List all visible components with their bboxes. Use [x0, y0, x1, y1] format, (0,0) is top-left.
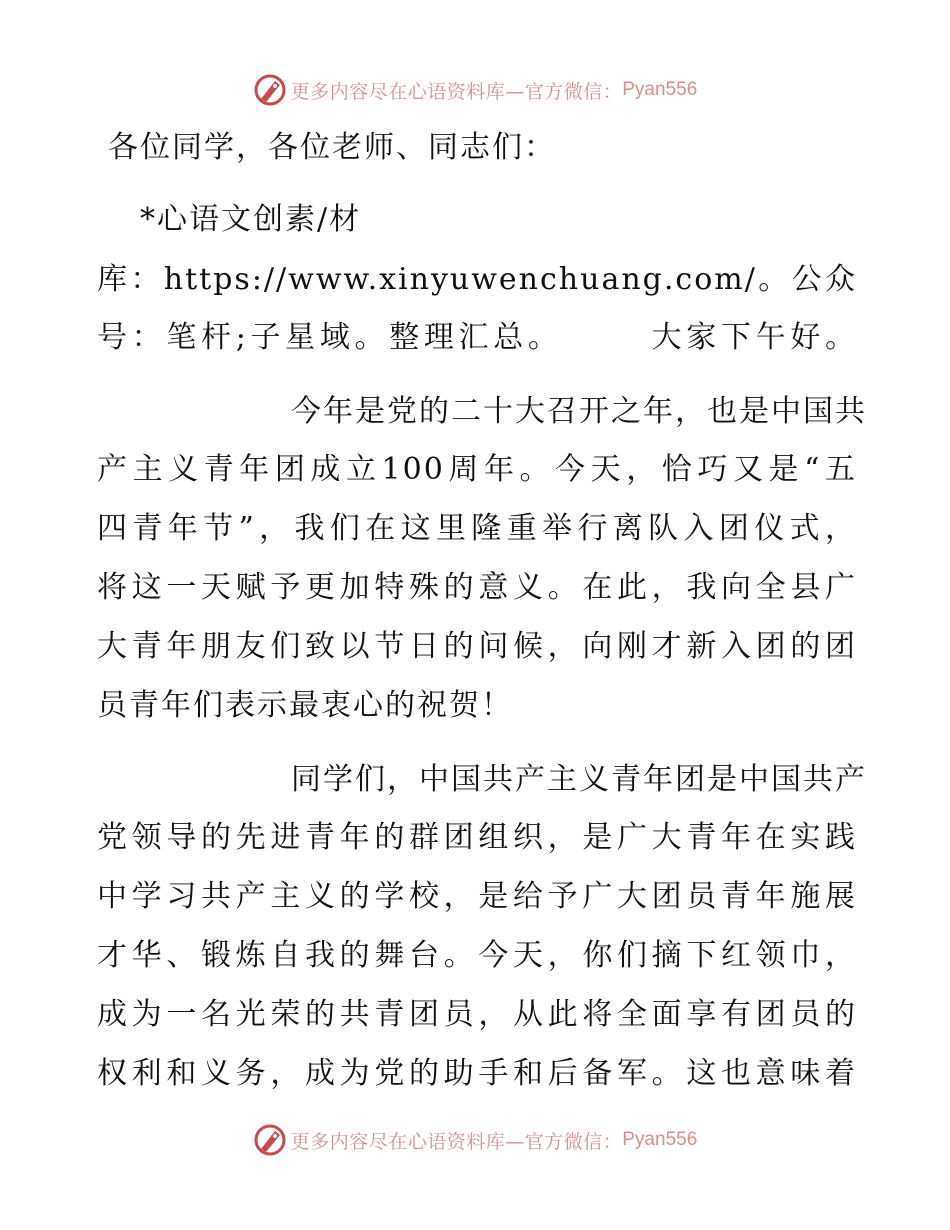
- footer-watermark: [0, 1120, 950, 1160]
- header-watermark: [0, 70, 950, 110]
- doc-line-9: 员青年们表示最衷心的祝贺！: [97, 688, 513, 723]
- salutation: 各位同学，各位老师、同志们：: [108, 130, 556, 165]
- doc-line-8: 大青年朋友们致以节日的问候，向刚才新入团的团: [97, 629, 857, 664]
- doc-line-14: 成为一名光荣的共青团员，从此将全面享有团员的: [97, 997, 857, 1032]
- watermark-text: 更多内容尽在心语资料库—官方微信：: [290, 80, 623, 103]
- doc-line-15: 权利和义务，成为党的助手和后备军。这也意味着: [97, 1056, 857, 1091]
- doc-line-7: 将这一天赋予更加特殊的意义。在此，我向全县广: [97, 570, 857, 605]
- doc-line-12: 中学习共产主义的学校，是给予广大团员青年施展: [97, 879, 857, 914]
- pen-logo-icon: [253, 1123, 287, 1157]
- watermark-wechat-id: Pyan556: [622, 79, 698, 100]
- doc-line-1: *心语文创素/材: [140, 202, 362, 237]
- doc-line-4: 今年是党的二十大召开之年，也是中国共: [227, 394, 867, 429]
- doc-line-6: 四青年节”，我们在这里隆重举行离队入团仪式，: [97, 511, 857, 546]
- doc-line-13: 才华、锻炼自我的舞台。今天，你们摘下红领巾，: [97, 938, 857, 973]
- watermark-text: 更多内容尽在心语资料库—官方微信：: [290, 1130, 623, 1153]
- doc-line-3: 号：笔杆;子星域。整理汇总。 大家下午好。: [97, 320, 857, 355]
- watermark-wechat-id: Pyan556: [622, 1129, 698, 1150]
- doc-line-11: 党领导的先进青年的群团组织，是广大青年在实践: [97, 820, 857, 855]
- doc-line-10: 同学们，中国共产主义青年团是中国共产: [227, 762, 867, 797]
- doc-line-5: 产主义青年团成立100周年。今天，恰巧又是“五: [97, 452, 857, 487]
- doc-line-2: 库：https://www.xinyuwenchuang.com/。公众: [97, 262, 857, 297]
- pen-logo-icon: [253, 73, 287, 107]
